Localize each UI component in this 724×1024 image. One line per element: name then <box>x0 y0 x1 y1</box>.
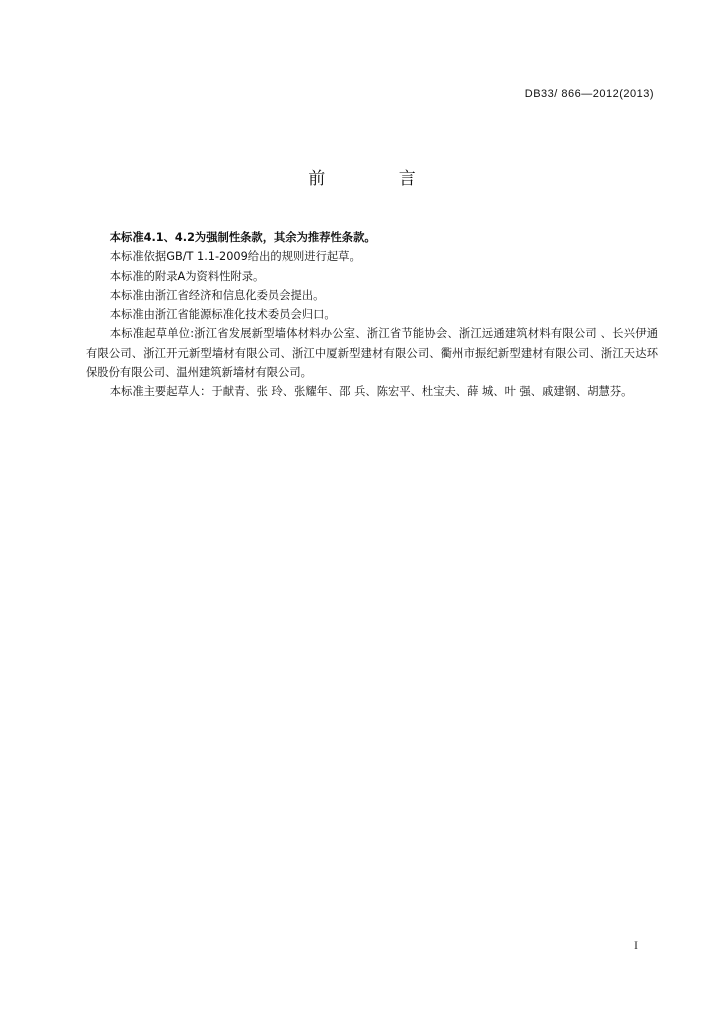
page-number: I <box>634 938 638 952</box>
preface-body <box>86 228 658 402</box>
paragraph-appendix: 本标准的附录A为资料性附录。 <box>109 269 265 283</box>
paragraph-drafting-units: 本标准起草单位:浙江省发展新型墙体材料办公室、浙江省节能协会、浙江远通建筑材料有限公司 、长兴伊通有限公司、浙江开元新型墙材有限公司、浙江中厦新型建材有限公司、衢州市振纪新型建材有限公司、浙江天达环保股份有限公司、温州建筑新墙材有限公司。 <box>86 327 658 380</box>
paragraph-mandatory-clauses: 本标准4.1、4.2为强制性条款，其余为推荐性条款。 <box>109 231 376 244</box>
standard-code: DB33/ 866—2012(2013) <box>524 88 654 100</box>
page-title: 前 言 <box>308 169 450 189</box>
paragraph-drafting-rules: 本标准依据GB/T 1.1-2009给出的规则进行起草。 <box>109 250 361 264</box>
paragraph-proposer: 本标准由浙江省经济和信息化委员会提出。 <box>109 288 325 302</box>
paragraph-administrator: 本标准由浙江省能源标准化技术委员会归口。 <box>109 308 336 322</box>
paragraph-main-drafters: 本标准主要起草人：于献青、张 玲、张耀年、邵 兵、陈宏平、杜宝夫、薛 城、叶 强、戚建钢、胡慧芬。 <box>109 385 633 399</box>
